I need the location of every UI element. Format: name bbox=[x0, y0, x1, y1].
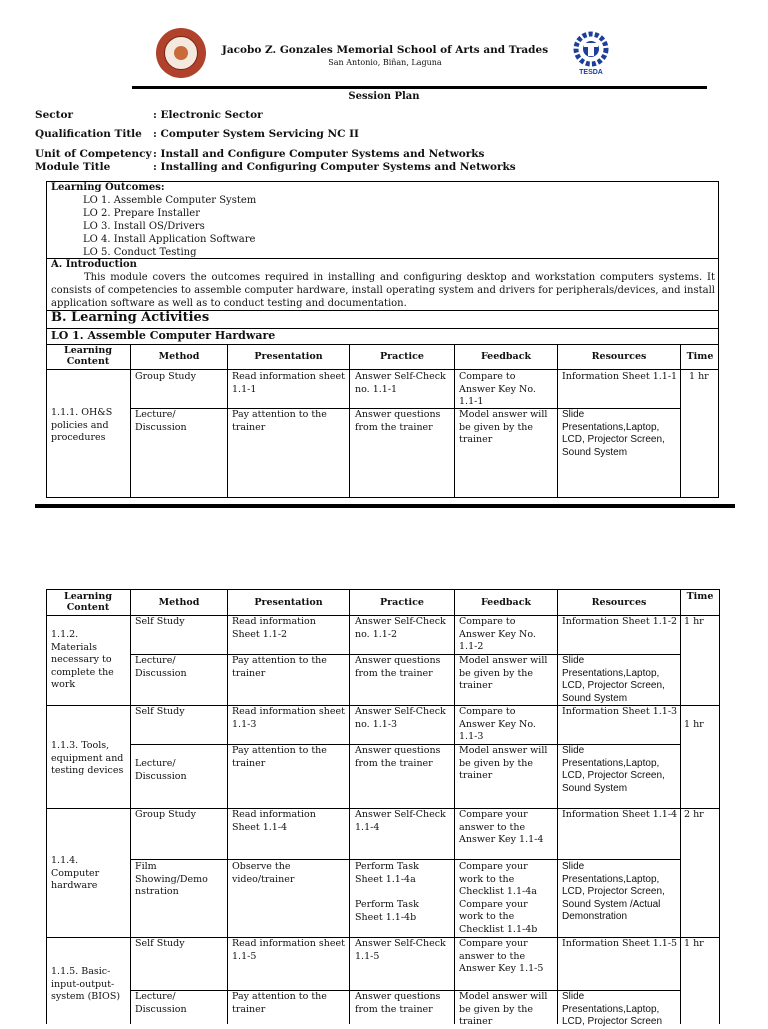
resources-cell: Information Sheet 1.1-5 bbox=[562, 938, 678, 949]
meta-unit-of-competency bbox=[35, 148, 485, 160]
practice-cell: Answer Self-Check 1.1-4 bbox=[355, 809, 446, 833]
meta-label: Module Title bbox=[35, 161, 111, 173]
feedback-cell: Compare your answer to the Answer Key 1.1-4 bbox=[459, 809, 544, 845]
time-cell: 1 hr bbox=[689, 371, 709, 382]
col-header-presentation: Presentation bbox=[254, 597, 323, 608]
method-cell: Film Showing/Demo nstration bbox=[135, 861, 208, 897]
presentation-cell: Read information sheet 1.1-5 bbox=[232, 938, 345, 962]
school-name: Jacobo Z. Gonzales Memorial School of Arts and Trades bbox=[221, 44, 549, 56]
col-header-method: Method bbox=[158, 351, 200, 362]
lo1-title: LO 1. Assemble Computer Hardware bbox=[51, 329, 276, 342]
feedback-cell: Compare to Answer Key No. 1.1-2 bbox=[459, 616, 536, 652]
practice-cell: Answer questions from the trainer bbox=[355, 991, 441, 1015]
learning-content-cell: 1.1.5. Basic-input-output-system (BIOS) bbox=[51, 966, 121, 1002]
practice-cell: Answer questions from the trainer bbox=[355, 655, 441, 679]
method-cell: Group Study bbox=[135, 809, 196, 820]
resources-cell: Slide Presentations,Laptop, LCD, Projector Screen, Sound System bbox=[562, 409, 665, 458]
presentation-cell: Read information sheet 1.1-3 bbox=[232, 706, 345, 730]
method-cell: Lecture/ Discussion bbox=[135, 655, 187, 679]
practice-cell: Answer Self-Check no. 1.1-1 bbox=[355, 371, 446, 395]
meta-label: Qualification Title bbox=[35, 128, 142, 140]
presentation-cell: Read information Sheet 1.1-2 bbox=[232, 616, 316, 640]
learning-content-cell: 1.1.1. OH&S policies and procedures bbox=[51, 407, 113, 443]
col-header-time: Time bbox=[686, 351, 714, 362]
presentation-cell: Observe the video/trainer bbox=[232, 861, 295, 885]
learning-outcome-item: LO 4. Install Application Software bbox=[83, 234, 256, 245]
feedback-cell: Compare to Answer Key No. 1.1-1 bbox=[459, 371, 536, 407]
introduction-heading: A. Introduction bbox=[51, 259, 137, 270]
presentation-cell: Pay attention to the trainer bbox=[232, 745, 327, 769]
resources-cell: Slide Presentations,Laptop, LCD, Projector Screen, Sound System bbox=[562, 745, 665, 794]
practice-cell: Perform Task Sheet 1.1-4a bbox=[355, 861, 419, 885]
time-cell: 2 hr bbox=[684, 809, 704, 820]
col-header-presentation: Presentation bbox=[254, 351, 323, 362]
presentation-cell: Pay attention to the trainer bbox=[232, 409, 327, 433]
practice-cell: Answer Self-Check 1.1-5 bbox=[355, 938, 446, 962]
introduction-text: This module covers the outcomes required in installing and configuring desktop and workstation computers systems. It consists of competencies to assemble computer hardware, install operating system and drivers for peripherals/devices, and install application software as well as to conduct testing and documentation. bbox=[51, 272, 715, 309]
practice-cell: Answer questions from the trainer bbox=[355, 409, 441, 433]
col-header-learning-content: Learning Content bbox=[64, 591, 112, 613]
practice-cell: Perform Task Sheet 1.1-4b bbox=[355, 899, 419, 923]
learning-content-cell: 1.1.2. Materials necessary to complete the work bbox=[51, 629, 114, 690]
presentation-cell: Pay attention to the trainer bbox=[232, 655, 327, 679]
learning-content-cell: 1.1.3. Tools, equipment and testing devices bbox=[51, 740, 124, 776]
col-header-resources: Resources bbox=[591, 351, 647, 362]
col-header-time: Time bbox=[686, 591, 714, 602]
practice-cell: Answer Self-Check no. 1.1-3 bbox=[355, 706, 446, 730]
meta-qualification bbox=[35, 128, 359, 140]
learning-outcome-item: LO 3. Install OS/Drivers bbox=[83, 221, 205, 232]
method-cell: Lecture/ Discussion bbox=[135, 758, 187, 782]
method-cell: Group Study bbox=[135, 371, 196, 382]
school-seal-logo bbox=[156, 28, 206, 78]
resources-cell: Information Sheet 1.1-1 bbox=[562, 371, 678, 382]
tesda-logo-text: TESDA bbox=[579, 69, 603, 76]
presentation-cell: Read information Sheet 1.1-4 bbox=[232, 809, 316, 833]
meta-module-title bbox=[35, 161, 516, 173]
practice-cell: Answer questions from the trainer bbox=[355, 745, 441, 769]
feedback-cell: Model answer will be given by the trainer bbox=[459, 745, 548, 781]
method-cell: Lecture/ Discussion bbox=[135, 991, 187, 1015]
col-header-resources: Resources bbox=[591, 597, 647, 608]
resources-cell: Slide Presentations,Laptop, LCD, Projector Screen, Sound System bbox=[562, 655, 665, 704]
time-cell: 1 hr bbox=[684, 616, 704, 627]
session-plan-title: Session Plan bbox=[348, 91, 420, 102]
learning-outcome-item: LO 1. Assemble Computer System bbox=[83, 195, 257, 206]
learning-outcome-item: LO 5. Conduct Testing bbox=[83, 247, 197, 258]
feedback-cell: Compare your work to the Checklist 1.1-4a Compare your work to the Checklist 1.1-4b bbox=[459, 861, 538, 935]
school-address: San Antonio, Biñan, Laguna bbox=[328, 58, 442, 67]
meta-label: Unit of Competency bbox=[35, 148, 152, 160]
col-header-feedback: Feedback bbox=[480, 351, 532, 362]
time-cell: 1 hr bbox=[684, 719, 704, 730]
presentation-cell: Pay attention to the trainer bbox=[232, 991, 327, 1015]
page-break-rule bbox=[35, 504, 735, 508]
resources-cell: Information Sheet 1.1-3 bbox=[562, 706, 678, 717]
learning-outcomes-heading: Learning Outcomes: bbox=[51, 182, 165, 193]
method-cell: Self Study bbox=[135, 616, 185, 627]
practice-cell: Answer Self-Check no. 1.1-2 bbox=[355, 616, 446, 640]
learning-outcomes bbox=[51, 181, 256, 259]
resources-cell: Information Sheet 1.1-4 bbox=[562, 809, 678, 820]
time-cell: 1 hr bbox=[684, 938, 704, 949]
method-cell: Self Study bbox=[135, 938, 185, 949]
feedback-cell: Compare your answer to the Answer Key 1.1-5 bbox=[459, 938, 544, 974]
learning-outcome-item: LO 2. Prepare Installer bbox=[83, 208, 201, 219]
meta-value: : Electronic Sector bbox=[153, 109, 263, 121]
meta-value: : Computer System Servicing NC II bbox=[153, 128, 359, 140]
resources-cell: Slide Presentations,Laptop, LCD, Projector Screen bbox=[562, 991, 663, 1027]
meta-sector bbox=[35, 109, 263, 121]
learning-content-cell: 1.1.4. Computer hardware bbox=[51, 855, 100, 891]
meta-value: : Installing and Configuring Computer Systems and Networks bbox=[153, 161, 516, 173]
learning-activities-title: B. Learning Activities bbox=[51, 310, 210, 325]
col-header-feedback: Feedback bbox=[480, 597, 532, 608]
tesda-logo bbox=[567, 30, 615, 76]
col-header-practice: Practice bbox=[380, 351, 424, 362]
feedback-cell: Compare to Answer Key No. 1.1-3 bbox=[459, 706, 536, 742]
meta-value: : Install and Configure Computer Systems and Networks bbox=[153, 148, 485, 160]
method-cell: Lecture/ Discussion bbox=[135, 409, 187, 433]
header-rule bbox=[132, 86, 707, 89]
resources-cell: Information Sheet 1.1-2 bbox=[562, 616, 678, 627]
col-header-practice: Practice bbox=[380, 597, 424, 608]
resources-cell: Slide Presentations,Laptop, LCD, Projector Screen, Sound System /Actual Demonstration bbox=[562, 861, 665, 922]
presentation-cell: Read information sheet 1.1-1 bbox=[232, 371, 345, 395]
meta-label: Sector bbox=[35, 109, 74, 121]
method-cell: Self Study bbox=[135, 706, 185, 717]
feedback-cell: Model answer will be given by the trainer bbox=[459, 409, 548, 445]
feedback-cell: Model answer will be given by the trainer bbox=[459, 991, 548, 1027]
feedback-cell: Model answer will be given by the trainer bbox=[459, 655, 548, 691]
col-header-learning-content: Learning Content bbox=[64, 345, 112, 367]
col-header-method: Method bbox=[158, 597, 200, 608]
